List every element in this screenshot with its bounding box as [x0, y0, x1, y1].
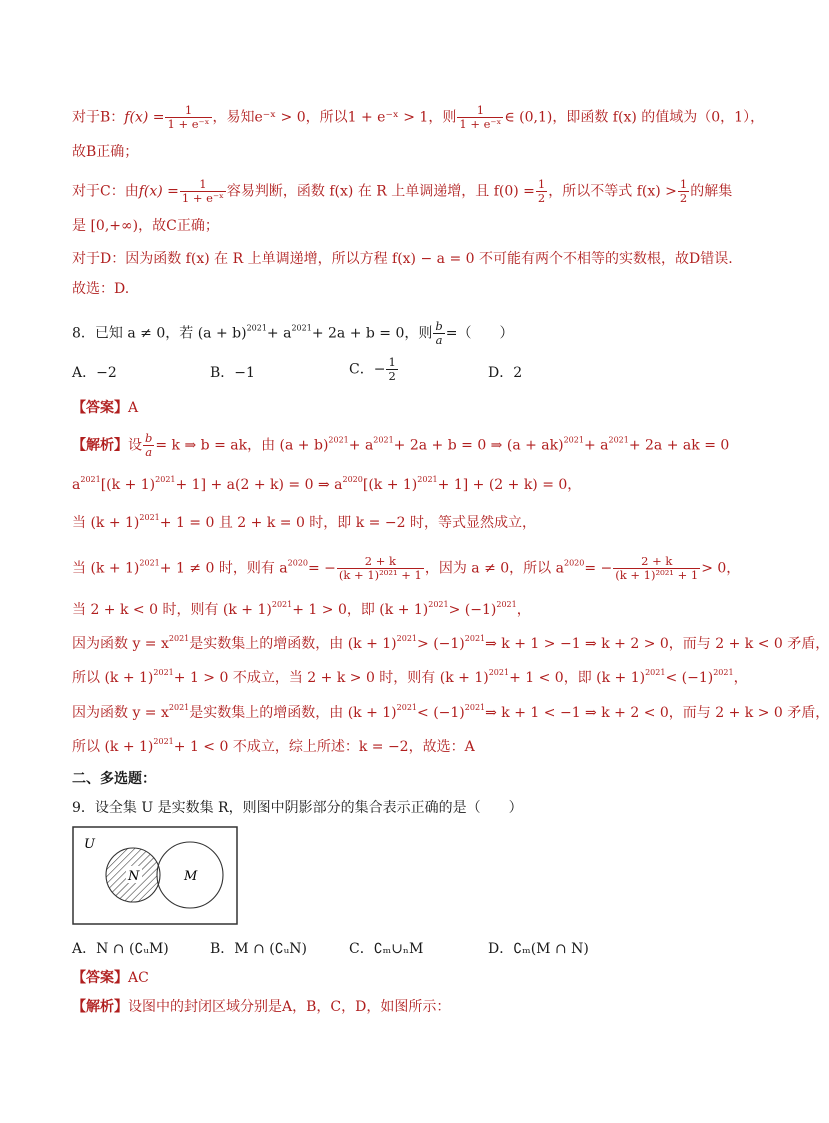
q8-analysis-4: 当 $(k + 1)^{2021}+ 1 \ne 0$ 时，则有 $a^{2020}=$ − $\frac{2 + k}{\text{(k + 1)²⁰²¹ + 1}}$ ，因为 a ≠ 0，所以 $a^{2020}=$ − $\frac{2 + k}{\text{(k + 1)²⁰²¹ + 1}}$ > 0， [72, 554, 741, 582]
q7-choose: 故选：D. [72, 281, 130, 297]
q9-answer: 【答案】AC [72, 970, 149, 986]
opt-c-analysis: 对于C：由f(x) = $\frac{1}{\text{1 + e⁻ˣ}}$ 容易判断，函数 f(x) 在 R 上单调递增，且 f(0) = $\frac{1}{2}$ ，所以不等式 f(x) > $\frac{1}{2}$ 的解集 [72, 177, 733, 205]
q8-analysis-6: 因为函数 $y = x^{2021}$是实数集上的增函数，由 $(k + 1)^{2021}>$ $(-1)^{2021}\Rightarrow$ k + 1 > −1 ⇒ k + 2 > 0，而与 2 + k < 0 矛盾， [72, 634, 829, 652]
q8-analysis-8: 因为函数 $y = x^{2021}$是实数集上的增函数，由 $(k + 1)^{2021}<$ $(-1)^{2021}\Rightarrow$ k + 1 < −1 ⇒ k + 2 < 0，而与 2 + k > 0 矛盾， [72, 703, 829, 721]
q8-analysis-7: 所以 $(k + 1)^{2021}+ 1 > 0$ 不成立，当 2 + k > 0 时，则有 $(k + 1)^{2021}+ 1 < 0$，即 $(k + 1)^{2021}< (-1)^{2021}$， [72, 668, 748, 686]
venn-label-u: U [84, 837, 95, 852]
venn-diagram [72, 826, 238, 926]
q8-analysis-9: 所以 $(k + 1)^{2021}+ 1 < 0$ 不成立，综上所述：k = −2，故选：A [72, 737, 475, 755]
opt-c-conclusion: 是 [0,+∞)，故C正确； [72, 218, 219, 234]
section-title-multi-choice: 二、多选题： [72, 771, 156, 787]
q9-stem: 9．设全集 U 是实数集 R，则图中阴影部分的集合表示正确的是（ ） [72, 800, 523, 816]
q8-option-a[interactable]: A．−2 [72, 365, 117, 381]
opt-b-analysis: 对于B：f(x) = $\frac{1}{\text{1 + e⁻ˣ}}$ ，易知e⁻ˣ > 0，所以1 + e⁻ˣ > 1，则 $\frac{1}{\text{1 + e⁻ˣ}}$ ∈ (0,1)，即函数 f(x) 的值域为（0，1）， [72, 103, 765, 131]
venn-label-n: N [128, 869, 140, 884]
opt-b-conclusion: 故B正确； [72, 144, 139, 160]
q8-analysis-3: 当 $(k + 1)^{2021}+ 1 = 0$ 且 2 + k = 0 时，即 k = −2 时，等式显然成立， [72, 513, 536, 531]
q8-analysis-2: $a^{2021}[(k + 1)^{2021}+ 1] + a(2 + k) = 0$ ⇒ $a^{2020}[(k + 1)^{2021}+ 1] + (2 + k) = 0$， [72, 475, 582, 493]
q8-option-b[interactable]: B．−1 [210, 365, 255, 381]
q9-option-a[interactable]: A．N ∩ (∁ᵤM) [72, 941, 169, 957]
q8-analysis-1: 【解析】设 $\frac{b}{a}$ = k ⇒ b = ak，由 $(a + b)^{2021}+ a^{2021}+ 2a + b = 0$ ⇒ $(a + ak)^{2021}+ a^{2021}+ 2a$ + ak = 0 [72, 431, 730, 459]
venn-label-m: M [184, 869, 198, 884]
opt-d-analysis: 对于D：因为函数 f(x) 在 R 上单调递增，所以方程 f(x) − a = 0 不可能有两个不相等的实数根，故D错误. [72, 251, 733, 267]
q9-option-b[interactable]: B．M ∩ (∁ᵤN) [210, 941, 307, 957]
q8-option-c[interactable]: C．− $\frac{1}{2}$ [349, 355, 396, 383]
q8-analysis-5: 当 2 + k < 0 时，则有 $(k + 1)^{2021}+ 1 > 0$，即 $(k + 1)^{2021}> (-1)^{2021}$， [72, 600, 531, 618]
q9-option-c[interactable]: C．∁ₘ∪ₙM [349, 941, 424, 957]
q9-option-d[interactable]: D．∁ₘ(M ∩ N) [488, 941, 589, 957]
q8-answer: 【答案】A [72, 400, 139, 416]
q8-stem: 8．已知 a ≠ 0，若 $(a + b)^{2021}+ a^{2021}+ 2a + b = 0$，则 $\frac{b}{a}$ =（ ） [72, 319, 514, 347]
q9-analysis: 【解析】设图中的封闭区域分别是A，B，C，D，如图所示： [72, 999, 451, 1015]
q8-option-d[interactable]: D．2 [488, 365, 523, 381]
